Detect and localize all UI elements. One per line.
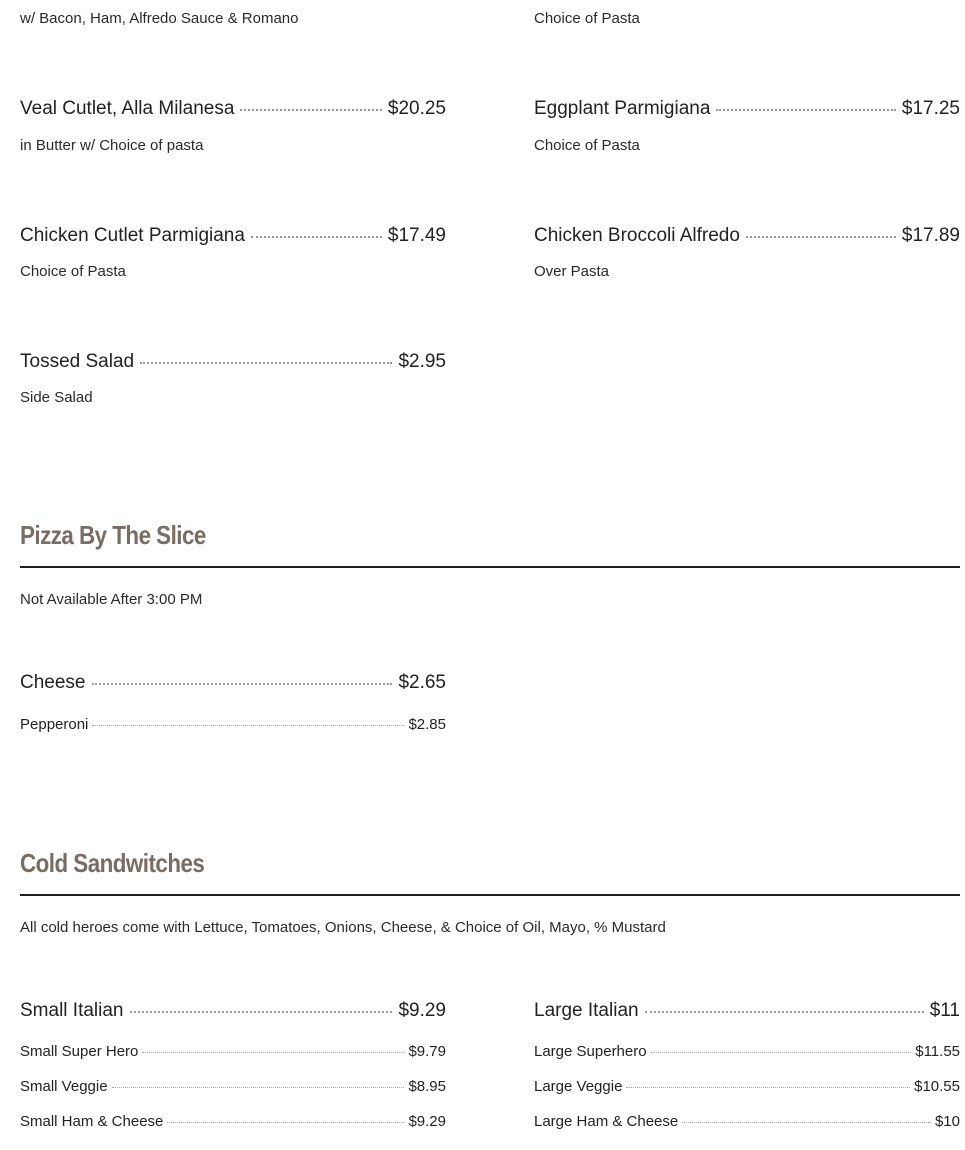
menu-item-chicken-cutlet-parmigiana (20, 225, 446, 251)
item-name: Large Veggie (534, 1078, 623, 1095)
menu-item-small-veggie (20, 1078, 446, 1098)
item-name: Chicken Cutlet Parmigiana (20, 225, 245, 246)
menu-item-chicken-broccoli-alfredo (534, 225, 960, 251)
dot-leader (626, 1087, 910, 1088)
section-title-pizza: Pizza By The Slice (20, 520, 206, 550)
section-title-cold-sandwiches: Cold Sandwitches (20, 848, 205, 878)
section-divider (20, 894, 960, 896)
dot-leader (716, 109, 895, 111)
dot-leader (167, 1122, 404, 1123)
menu-item-cheese-slice (20, 672, 446, 698)
item-description: Choice of Pasta (534, 137, 640, 154)
menu-item-large-ham-cheese (534, 1113, 960, 1133)
item-price: $2.85 (408, 716, 446, 733)
item-description: Choice of Pasta (20, 263, 126, 280)
item-price: $17.49 (387, 225, 446, 246)
menu-item-large-italian (534, 1000, 960, 1026)
dot-leader (746, 236, 896, 238)
dot-leader (140, 362, 392, 364)
item-price: $10.55 (914, 1078, 960, 1095)
item-price: $17.89 (901, 225, 960, 246)
menu-item-veal-cutlet (20, 98, 446, 124)
item-price: $2.65 (398, 672, 446, 693)
item-price: $9.29 (408, 1113, 446, 1130)
item-name: Chicken Broccoli Alfredo (534, 225, 740, 246)
menu-item-small-ham-cheese (20, 1113, 446, 1133)
item-name: Eggplant Parmigiana (534, 98, 711, 119)
item-price: $9.29 (398, 1000, 446, 1021)
item-price: $17.25 (901, 98, 960, 119)
dot-leader (651, 1052, 912, 1053)
item-name: Large Ham & Cheese (534, 1113, 679, 1130)
item-name: Small Super Hero (20, 1043, 139, 1060)
item-name: Large Italian (534, 1000, 639, 1021)
item-name: Small Ham & Cheese (20, 1113, 164, 1130)
menu-item-eggplant-parmigiana (534, 98, 960, 124)
section-divider (20, 566, 960, 568)
item-name: Veal Cutlet, Alla Milanesa (20, 98, 235, 119)
dot-leader (92, 725, 404, 726)
dot-leader (92, 683, 393, 685)
item-name: Small Veggie (20, 1078, 108, 1095)
item-name: Large Superhero (534, 1043, 647, 1060)
section-note: All cold heroes come with Lettuce, Tomatoes, Onions, Cheese, & Choice of Oil, Mayo, % Mustard (20, 919, 666, 936)
item-name: Cheese (20, 672, 86, 693)
menu-item-small-super-hero (20, 1043, 446, 1063)
item-description: w/ Bacon, Ham, Alfredo Sauce & Romano (20, 10, 299, 27)
dot-leader (112, 1087, 405, 1088)
menu-item-large-superhero (534, 1043, 960, 1063)
item-name: Tossed Salad (20, 351, 135, 372)
dot-leader (645, 1011, 924, 1013)
menu-item-tossed-salad (20, 351, 446, 377)
dot-leader (142, 1052, 404, 1053)
dot-leader (682, 1122, 931, 1123)
dot-leader (240, 109, 381, 111)
item-name: Pepperoni (20, 716, 89, 733)
item-description: Choice of Pasta (534, 10, 640, 27)
item-price: $20.25 (387, 98, 446, 119)
menu-item-large-veggie (534, 1078, 960, 1098)
item-price: $8.95 (408, 1078, 446, 1095)
item-description: Side Salad (20, 389, 93, 406)
dot-leader (251, 236, 382, 238)
item-price: $2.95 (398, 351, 446, 372)
section-note: Not Available After 3:00 PM (20, 591, 203, 608)
item-description: in Butter w/ Choice of pasta (20, 137, 204, 154)
item-name: Small Italian (20, 1000, 124, 1021)
menu-item-pepperoni-slice (20, 716, 446, 736)
item-description: Over Pasta (534, 263, 610, 280)
item-price: $11 (929, 1000, 960, 1021)
item-price: $11.55 (915, 1043, 960, 1060)
item-price: $9.79 (408, 1043, 446, 1060)
menu-item-small-italian (20, 1000, 446, 1026)
item-price: $10 (934, 1113, 960, 1130)
dot-leader (130, 1011, 393, 1013)
